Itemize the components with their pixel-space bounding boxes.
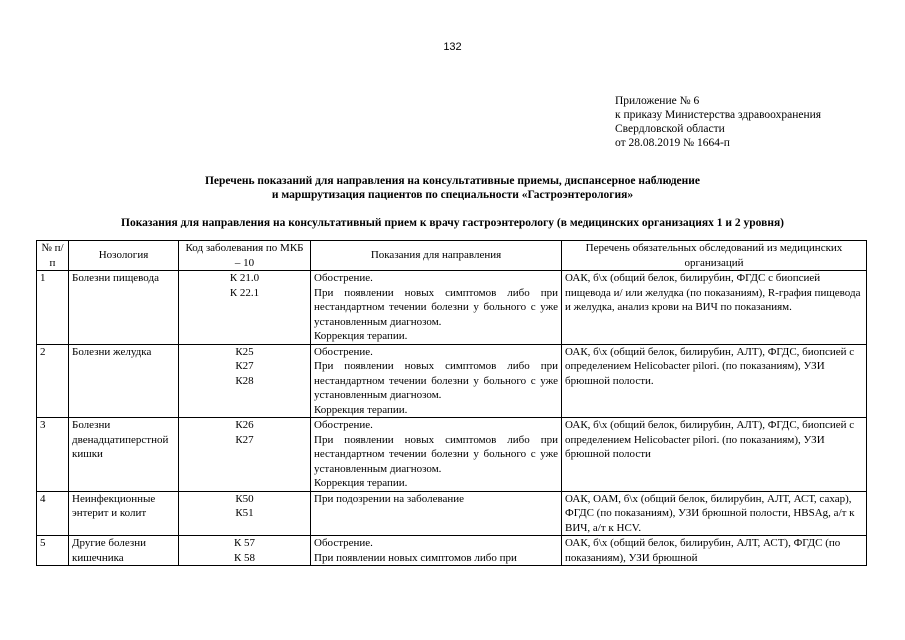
row-indications [311,344,562,418]
row-nosology: Болезни желудка [69,344,179,418]
page-number: 132 [443,41,462,53]
indication-text: При появлении новых симптомов либо при нестандартном течении болезни у больного с уже установленным диагнозом. [314,360,558,401]
row-number: 4 [37,491,69,536]
indication-text: Обострение. [314,537,373,549]
row-codes [179,344,311,418]
row-codes [179,271,311,345]
indication-text: Обострение. [314,272,373,284]
indication-text: Коррекция терапии. [314,477,408,489]
indication-text: Коррекция терапии. [314,403,408,416]
indication-text: При подозрении на заболевание [314,492,465,505]
header-exams: Перечень обязательных обследований из медицинских организаций [562,241,867,271]
icd-code: К50 [235,492,254,505]
indication-text: При появлении новых симптомов либо при нестандартном течении болезни у больного с уже установленным диагнозом. [314,286,558,328]
icd-code: К27 [235,360,254,372]
table-row [37,491,867,536]
header-num: № п/п [37,241,69,271]
icd-code: К28 [235,374,254,387]
row-codes [179,418,311,492]
table-row [37,344,867,418]
row-nosology: Болезни пищевода [69,271,179,345]
appendix-line: к приказу Министерства здравоохранения [615,109,822,121]
row-exams: ОАК, б\х (общий белок, билирубин, АЛТ, АСТ), ФГДС (по показаниям), УЗИ брюшной [562,536,867,566]
appendix-line: Приложение № 6 [615,95,700,107]
row-nosology: Другие болезни кишечника [69,536,179,566]
table-subtitle: Показания для направления на консультативный прием к врачу гастроэнтерологу (в медицинских организациях 1 и 2 уровня) [121,217,784,229]
table-row [37,536,867,566]
indication-text: Обострение. [314,419,373,431]
indication-text: При появлении новых симптомов либо при [314,551,517,564]
row-indications [311,491,562,536]
table-row [37,418,867,492]
appendix-line: от 28.08.2019 № 1664-п [615,137,730,149]
table-header-row [37,241,867,271]
icd-code: К26 [235,419,254,431]
row-exams: ОАК, б\х (общий белок, билирубин, ФГДС с биопсией пищевода и/ или желудка (по показаниям), R-графия пищевода и желудка, анализ крови на ВИЧ по показаниям. [562,271,867,345]
title-line: и маршрутизация пациентов по специальности «Гастроэнтерология» [271,189,634,201]
indication-text: Коррекция терапии. [314,330,408,342]
icd-code: К 22.1 [229,286,260,299]
icd-code: К 58 [233,551,256,564]
indication-text: Обострение. [314,345,373,358]
icd-code: К27 [235,433,254,446]
document-title [0,174,905,202]
header-nosology: Нозология [69,241,179,271]
row-number: 1 [37,271,69,345]
row-nosology: Неинфекционные энтерит и колит [69,491,179,536]
header-code: Код заболевания по МКБ – 10 [179,241,311,271]
icd-code: К 21.0 [229,272,260,284]
row-exams: ОАК, б\х (общий белок, билирубин, АЛТ), ФГДС, биопсией с определением Helicobacter pilori. (по показаниям), УЗИ брюшной полости. [562,344,867,418]
row-indications [311,271,562,345]
row-indications [311,536,562,566]
row-codes [179,491,311,536]
row-indications [311,418,562,492]
appendix-block [615,94,821,150]
row-number: 3 [37,418,69,492]
title-line: Перечень показаний для направления на консультативные приемы, диспансерное наблюдение [204,175,701,187]
row-exams: ОАК, б\х (общий белок, билирубин, АЛТ), ФГДС, биопсией с определением Helicobacter pilori. (по показаниям), УЗИ брюшной полости [562,418,867,492]
row-number: 2 [37,344,69,418]
appendix-line: Свердловской области [615,123,725,135]
row-nosology: Болезни двенадцатиперстной кишки [69,418,179,492]
icd-code: К25 [235,345,254,358]
row-exams: ОАК, ОАМ, б\х (общий белок, билирубин, АЛТ, АСТ, сахар), ФГДС (по показаниям), УЗИ брюшной полости, HBSAg, а/т к ВИЧ, а/т к HCV. [562,491,867,536]
row-codes [179,536,311,566]
icd-code: К51 [235,507,254,519]
table-row [37,271,867,345]
indications-table [36,240,867,566]
indication-text: При появлении новых симптомов либо при нестандартном течении болезни у больного с уже установленным диагнозом. [314,433,558,475]
row-number: 5 [37,536,69,566]
header-indications: Показания для направления [311,241,562,271]
icd-code: К 57 [233,537,256,549]
